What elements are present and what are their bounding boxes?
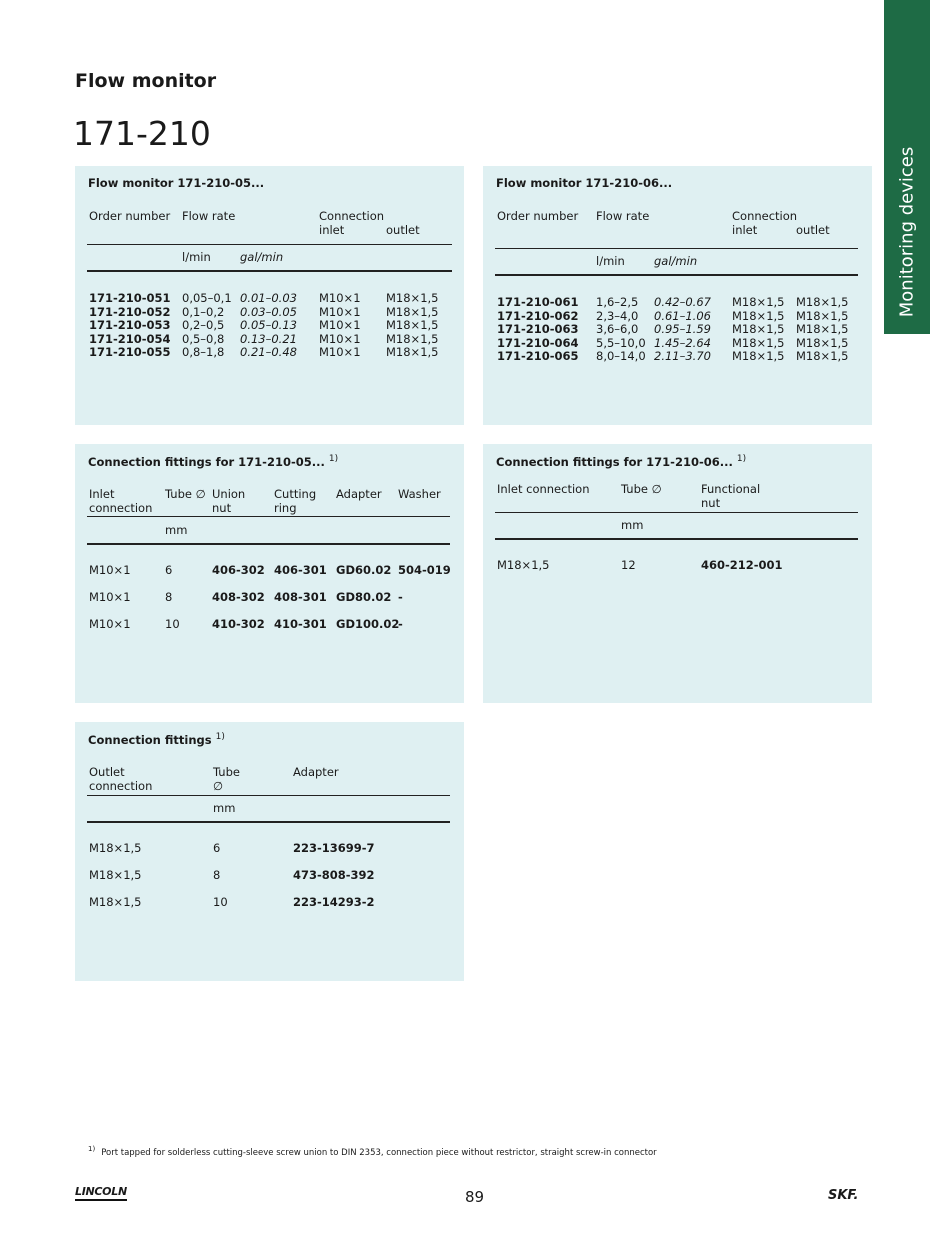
- panel-title: Flow monitor 171-210-05...: [88, 176, 265, 190]
- header-rule: [87, 795, 450, 796]
- table-cell: M18×1,5: [796, 295, 849, 309]
- table-cell: GD60.02: [336, 563, 392, 577]
- header-tube: Tube ∅: [165, 487, 206, 501]
- table-cell: 10: [165, 617, 180, 631]
- header-connection: Connection: [319, 209, 385, 223]
- header-cutting-ring: Cutting: [274, 487, 317, 501]
- skf-logo: SKF.: [828, 1188, 859, 1203]
- unit-rule: [87, 821, 450, 823]
- panel-title: Flow monitor 171-210-06...: [496, 176, 673, 190]
- header-rule: [495, 512, 858, 513]
- panel-fittings-outlet: [75, 722, 464, 981]
- table-cell: M18×1,5: [386, 345, 439, 359]
- table-cell: 171-210-053: [89, 318, 171, 332]
- table-cell: 171-210-065: [497, 349, 579, 363]
- unit-lmin: l/min: [182, 250, 211, 264]
- table-cell: 171-210-064: [497, 335, 579, 350]
- unit-rule: [87, 543, 450, 545]
- unit-rule: [87, 270, 452, 272]
- header-union-nut: nut: [212, 501, 232, 515]
- panel-flow-monitor-06: [483, 166, 872, 425]
- header-rule: [495, 248, 858, 249]
- table-cell: 6: [213, 841, 221, 855]
- table-cell: 408-301: [274, 590, 327, 604]
- table-cell: 171-210-055: [89, 345, 171, 359]
- header-rule: [87, 516, 450, 517]
- header-outlet: outlet: [796, 223, 830, 237]
- unit-galmin: gal/min: [654, 254, 698, 268]
- table-cell: M18×1,5: [386, 318, 439, 332]
- table-cell: 8: [213, 868, 221, 882]
- table-cell: -: [398, 617, 403, 631]
- footnote-mark: 1): [88, 1145, 96, 1153]
- table-cell: M18×1,5: [732, 322, 785, 336]
- header-adapter: Adapter: [336, 487, 382, 501]
- table-cell: 406-301: [274, 563, 327, 577]
- header-inlet: connection: [89, 501, 153, 515]
- table-cell: 5,5–10,0: [596, 335, 646, 350]
- footnote-mark: 1): [215, 732, 225, 742]
- table-cell: 460-212-001: [701, 558, 783, 572]
- header-tube: ∅: [213, 779, 224, 793]
- table-cell: 223-13699-7: [293, 841, 375, 855]
- header-flow-rate: Flow rate: [182, 209, 236, 223]
- header-order-number: Order number: [497, 209, 579, 223]
- table-cell: M10×1: [319, 291, 361, 305]
- header-functional-nut: nut: [701, 496, 721, 510]
- table-cell: 473-808-392: [293, 868, 375, 882]
- table-cell: 0,1–0,2: [182, 304, 225, 319]
- table-cell: M18×1,5: [89, 841, 142, 855]
- panel-fittings-05: [75, 444, 464, 703]
- panel-title: Connection fittings for 171-210-06... $^{1)}$: [496, 454, 747, 469]
- table-cell: 0,2–0,5: [182, 318, 225, 332]
- header-inlet: inlet: [319, 223, 345, 237]
- table-cell: 171-210-051: [89, 291, 171, 305]
- header-adapter: Adapter: [293, 765, 339, 779]
- unit-mm: mm: [621, 518, 644, 532]
- table-cell: 0.13–0.21: [240, 331, 297, 346]
- table-cell: M18×1,5: [89, 895, 142, 909]
- table-cell: M18×1,5: [386, 304, 439, 319]
- lincoln-logo: LINCOLN: [75, 1185, 127, 1198]
- unit-lmin: l/min: [596, 254, 625, 268]
- header-cutting-ring: ring: [274, 501, 297, 515]
- table-cell: M18×1,5: [732, 295, 785, 309]
- section-tab-label: Monitoring devices: [896, 146, 918, 318]
- panel-fittings-06: [483, 444, 872, 703]
- table-cell: M18×1,5: [732, 335, 785, 350]
- table-cell: 8,0–14,0: [596, 349, 646, 363]
- header-tube: Tube: [213, 765, 240, 779]
- table-cell: 171-210-062: [497, 308, 579, 323]
- table-cell: M18×1,5: [732, 308, 785, 323]
- table-cell: 0,5–0,8: [182, 331, 225, 346]
- section-tab: [884, 0, 930, 334]
- table-cell: M10×1: [319, 318, 361, 332]
- footnote-mark: 1): [736, 454, 747, 464]
- table-cell: 0,05–0,1: [182, 291, 232, 305]
- footnote-text: Port tapped for solderless cutting-sleeve screw union to DIN 2353, connection piece without restrictor, straight screw-in connector: [101, 1147, 657, 1158]
- table-cell: 8: [165, 590, 173, 604]
- table-cell: 0.03–0.05: [240, 304, 297, 319]
- table-cell: 223-14293-2: [293, 895, 375, 909]
- table-cell: M10×1: [319, 345, 361, 359]
- table-cell: 171-210-063: [497, 322, 579, 336]
- product-number: 171-210: [73, 114, 211, 153]
- table-cell: M18×1,5: [386, 331, 439, 346]
- table-cell: 406-302: [212, 563, 265, 577]
- header-flow-rate: Flow rate: [596, 209, 650, 223]
- table-cell: 12: [621, 558, 636, 572]
- table-cell: M10×1: [319, 304, 361, 319]
- table-cell: 410-301: [274, 617, 327, 631]
- table-cell: 1,6–2,5: [596, 295, 639, 309]
- header-washer: Washer: [398, 487, 441, 501]
- table-cell: GD80.02: [336, 590, 392, 604]
- table-cell: 2.11–3.70: [654, 349, 711, 363]
- table-cell: M18×1,5: [796, 322, 849, 336]
- table-cell: 504-019: [398, 563, 451, 577]
- table-cell: -: [398, 590, 403, 604]
- header-inlet-connection: Inlet connection: [497, 482, 590, 496]
- header-outlet-connection: Outlet: [89, 765, 125, 779]
- page-subtitle: Flow monitor: [75, 70, 217, 92]
- panel-flow-monitor-05: [75, 166, 464, 425]
- header-inlet: Inlet: [89, 487, 115, 501]
- table-cell: M10×1: [89, 590, 131, 604]
- table-cell: M10×1: [319, 331, 361, 346]
- unit-mm: mm: [165, 523, 188, 537]
- unit-rule: [495, 274, 858, 276]
- table-cell: M18×1,5: [796, 335, 849, 350]
- table-cell: 2,3–4,0: [596, 308, 639, 323]
- table-cell: M10×1: [89, 563, 131, 577]
- table-cell: M18×1,5: [732, 349, 785, 363]
- table-cell: M18×1,5: [89, 868, 142, 882]
- table-cell: 6: [165, 563, 173, 577]
- table-cell: 410-302: [212, 617, 265, 631]
- unit-mm: mm: [213, 801, 236, 815]
- header-order-number: Order number: [89, 209, 171, 223]
- table-cell: 171-210-061: [497, 295, 579, 309]
- panel-title: Connection fittings $^{1)}$: [88, 732, 225, 747]
- table-cell: M18×1,5: [796, 349, 849, 363]
- header-rule: [87, 244, 452, 245]
- table-cell: 408-302: [212, 590, 265, 604]
- table-cell: 0.61–1.06: [654, 308, 711, 323]
- header-inlet: inlet: [732, 223, 758, 237]
- footnote-mark: 1): [328, 454, 339, 464]
- header-union-nut: Union: [212, 487, 246, 501]
- unit-rule: [495, 538, 858, 540]
- table-cell: M18×1,5: [386, 291, 439, 305]
- table-cell: 0.21–0.48: [240, 345, 297, 359]
- table-cell: 1.45–2.64: [654, 335, 711, 350]
- table-cell: 0,8–1,8: [182, 345, 225, 359]
- table-cell: 171-210-052: [89, 304, 171, 319]
- header-outlet-connection: connection: [89, 779, 153, 793]
- table-cell: M18×1,5: [497, 558, 550, 572]
- table-cell: GD100.02: [336, 617, 400, 631]
- table-cell: 0.42–0.67: [654, 295, 711, 309]
- table-cell: 10: [213, 895, 228, 909]
- page-number: 89: [465, 1188, 485, 1206]
- header-outlet: outlet: [386, 223, 420, 237]
- header-connection: Connection: [732, 209, 798, 223]
- unit-galmin: gal/min: [240, 250, 284, 264]
- table-cell: M10×1: [89, 617, 131, 631]
- footnote: [88, 1145, 657, 1158]
- panel-title: Connection fittings for 171-210-05... $^{1)}$: [88, 454, 339, 469]
- table-cell: 0.01–0.03: [240, 291, 297, 305]
- table-cell: 0.95–1.59: [654, 322, 711, 336]
- header-functional-nut: Functional: [701, 482, 761, 496]
- header-tube: Tube ∅: [621, 482, 662, 496]
- table-cell: M18×1,5: [796, 308, 849, 323]
- table-cell: 3,6–6,0: [596, 322, 639, 336]
- table-cell: 171-210-054: [89, 331, 171, 346]
- table-cell: 0.05–0.13: [240, 318, 297, 332]
